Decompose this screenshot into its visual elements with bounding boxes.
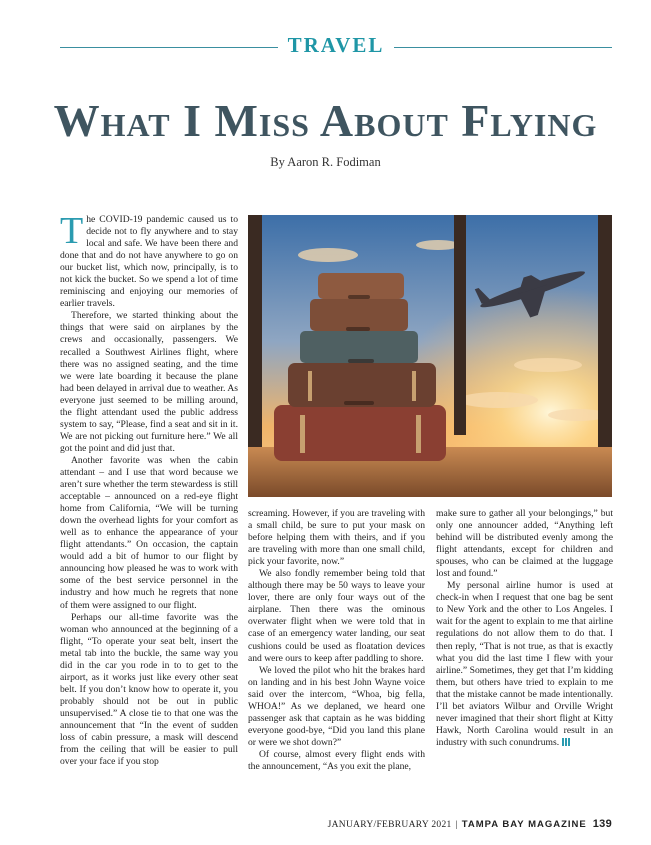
article-paragraph: We loved the pilot who hit the brakes hard on landing and in his best John Wayne voice said over the intercom, “Whoa, big fella, WHOA!” As we deplaned, we heard one passenger ask that captain as he was bidding everyone good-bye, “Did you land this plane or were we shot down?” — [248, 664, 425, 748]
article-paragraph: Of course, almost every flight ends with the announcement, “As you exit the plane, — [248, 748, 425, 772]
section-label: TRAVEL — [287, 33, 385, 57]
article-title: What I Miss About Flying — [53, 95, 598, 146]
byline: By Aaron R. Fodiman — [270, 155, 381, 169]
article-photo — [248, 215, 612, 497]
article-paragraph: The COVID-19 pandemic caused us to decide not to fly anywhere and to stay local and safe. We have been there and done that and do not have anywhere to go on our bucket list, which now, principally, is to not kick the bucket. So we spend a lot of time reminiscing and enjoying our memories of earlier travels. — [60, 210, 238, 310]
header-rule-left — [60, 47, 278, 48]
article-column-3 — [436, 508, 613, 808]
drop-cap: T — [60, 210, 84, 252]
suitcases-airplane-illustration — [248, 215, 612, 497]
article-paragraph: My personal airline humor is used at check-in when I request that one bag be sent to New York and the other to Los Angeles. I wait for the agent to explain to me that airline regulations do not allow them to do that. I then reply, “That is not true, as that is exactly what you did the last time I flew with your airline.” Sometimes, they get that I’m kidding them, but others have tried to explain to me that the mistake cannot be made intentionally. I’ll bet aviators Wilbur and Orville Wright never imagined that their short flight at Kitty Hawk, North Carolina would result in an industry with such conundrums. — [436, 580, 613, 748]
article-column-2 — [248, 508, 425, 808]
article-paragraph: screaming. However, if you are traveling with a small child, be sure to put your mask on before helping them with theirs, and if you are traveling with more than one small child, pick your favorite, now.” — [248, 508, 425, 568]
article-paragraph: Therefore, we started thinking about the things that were said on airplanes by the crews and occasionally, passengers. We recalled a Southwest Airlines flight, where there was no assigned seating, and the time we were late boarding it because the plane had been delayed in arrival due to weather. As everyone just seemed to be milling around, the flight attendant used the public address system to say, “Please, find a seat and sit in it. We are not picking out furniture here.” We all got the point and did just that. — [60, 310, 238, 454]
article-column-1 — [60, 210, 238, 804]
end-mark-icon — [562, 738, 571, 746]
article-paragraph: We also fondly remember being told that although there may be 50 ways to leave your lover, there are only four ways out of the airplane. Then there was the ominous overwater flight when we were told that in case of an emergency water landing, our seat cushions could be used as floatation devices and were ours to keep after paddling to shore. — [248, 568, 425, 664]
article-paragraph: Another favorite was when the cabin attendant – and I use that word because we aren’t sure whether the term stewardess is still acceptable – announced on a red-eye flight home from California, “We will be turning down the overhead lights for your comfort as well as to enhance the appearance of your flight attendants.” On occasion, the captain would add a bit of humor to our flight by announcing how pleased he was to work with some of the best service personnel in the industry and how much he regrets that none of them were assigned to our flight. — [60, 454, 238, 611]
article-paragraph: Perhaps our all-time favorite was the woman who announced at the beginning of a flight, “To operate your seat belt, insert the metal tab into the buckle, the same way you did in the car you rode in to to get to the airport, as it works just like every other seat belt. If you don’t know how to operate it, you probably should not be out in public unsupervised.” A close tie to that one was the announcement that “In the event of sudden loss of cabin pressure, a mask will descend from the ceiling that will be easier to pull over your face if you stop — [60, 611, 238, 768]
page-footer — [300, 818, 612, 830]
footer-separator: | — [455, 820, 458, 830]
page-number: 139 — [592, 818, 612, 830]
article-paragraph: make sure to gather all your belongings,” but only one announcer added, “Anything left behind will be distributed evenly among the flight attendants, except for children and spouses, who can be claimed at the luggage lost and found.” — [436, 508, 613, 580]
header-rule-right — [394, 47, 612, 48]
issue-date: JANUARY/FEBRUARY 2021 — [327, 820, 452, 830]
magazine-name: TAMPA BAY MAGAZINE — [461, 819, 587, 830]
